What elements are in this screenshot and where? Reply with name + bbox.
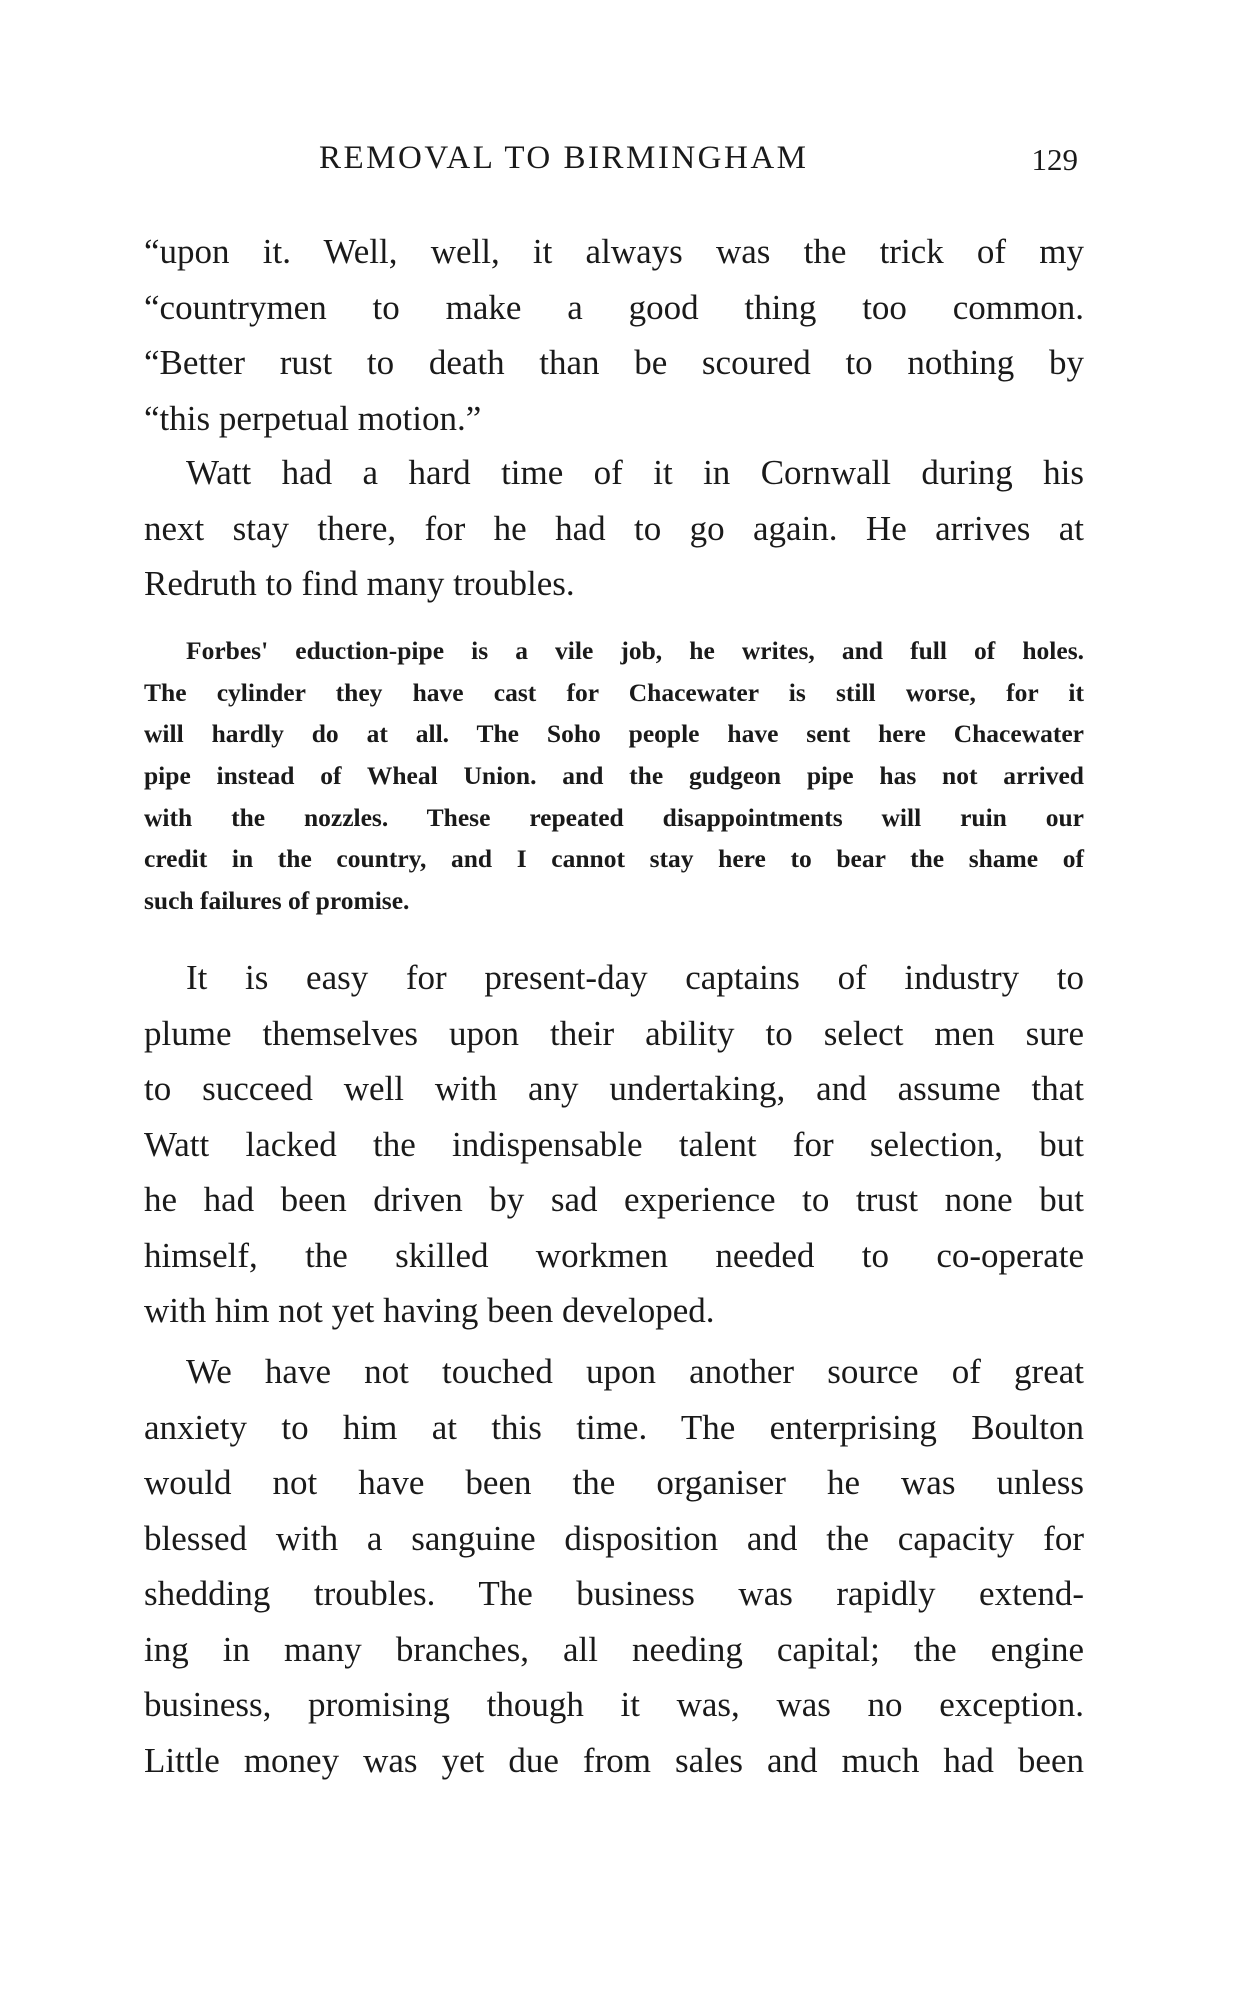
quote-line: such failures of promise. [144, 886, 410, 916]
paragraph-another-source [144, 1344, 1084, 1788]
text-line: Watt lacked the indispensable talent for selection, but [144, 1124, 1084, 1164]
text-line: Little money was yet due from sales and much had been [144, 1740, 1084, 1780]
text-line: “Better rust to death than be scoured to nothing by [144, 343, 1084, 382]
running-title: REMOVAL TO BIRMINGHAM [319, 140, 809, 176]
text-line: with him not yet having been developed. [144, 1291, 715, 1330]
text-line: plume themselves upon their ability to select men sure [144, 1013, 1084, 1053]
paragraph-captains-of-industry [144, 950, 1084, 1339]
text-line: to succeed well with any undertaking, and assume that [144, 1069, 1084, 1108]
paragraph-watt-hard-time [144, 445, 1084, 612]
quote-line: credit in the country, and I cannot stay here to bear the shame of [144, 844, 1084, 874]
quote-line: pipe instead of Wheal Union. and the gudgeon pipe has not arrived [144, 761, 1084, 791]
quote-line: Forbes' eduction-pipe is a vile job, he writes, and full of holes. [186, 636, 1084, 665]
quote-line: with the nozzles. These repeated disappointments will ruin our [144, 802, 1084, 832]
text-line: It is easy for present-day captains of industry to [186, 958, 1084, 997]
text-line: he had been driven by sad experience to trust none but [144, 1180, 1084, 1219]
text-line: anxiety to him at this time. The enterprising Boulton [144, 1407, 1084, 1447]
text-line: himself, the skilled workmen needed to co-operate [144, 1235, 1084, 1275]
text-line: blessed with a sanguine disposition and the capacity for [144, 1518, 1084, 1558]
text-line: next stay there, for he had to go again. He arrives at [144, 508, 1084, 548]
text-line: Redruth to find many troubles. [144, 564, 575, 603]
quote-line: will hardly do at all. The Soho people have sent here Chacewater [144, 719, 1084, 749]
block-quote-watt-letter [144, 630, 1084, 922]
running-head [144, 140, 1084, 184]
paragraph-continuation-quote [144, 224, 1084, 446]
text-line: business, promising though it was, was no exception. [144, 1685, 1084, 1724]
text-line: Watt had a hard time of it in Cornwall during his [186, 453, 1084, 492]
text-line: We have not touched upon another source of great [186, 1352, 1084, 1391]
text-line: “this perpetual motion.” [144, 398, 482, 438]
text-line: “upon it. Well, well, it always was the trick of my [144, 232, 1084, 271]
text-line: would not have been the organiser he was unless [144, 1463, 1084, 1502]
page-number: 129 [1031, 142, 1078, 177]
text-line: ing in many branches, all needing capital; the engine [144, 1629, 1084, 1669]
text-line: shedding troubles. The business was rapidly extend- [144, 1574, 1084, 1613]
quote-line: The cylinder they have cast for Chacewater is still worse, for it [144, 677, 1084, 707]
text-line: “countrymen to make a good thing too common. [144, 287, 1084, 327]
